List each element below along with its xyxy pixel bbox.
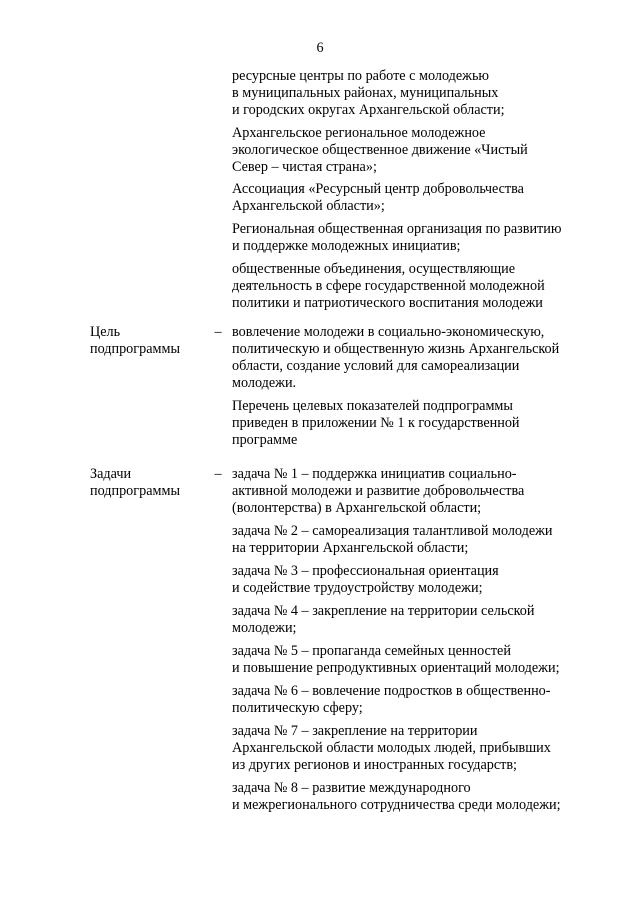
task-item: задача № 1 – поддержка инициатив социально- активной молодежи и развитие добровольчества (волонтерства) в Архангельской области; <box>232 466 525 516</box>
page-number: 6 <box>316 40 324 56</box>
task-item: задача № 8 – развитие международного и межрегионального сотрудничества среди молодежи; <box>232 780 561 813</box>
tasks-list <box>232 466 592 814</box>
tasks-dash: – <box>214 466 222 482</box>
participant-item: Архангельское региональное молодежное экологическое общественное движение «Чистый Север – чистая страна»; <box>232 125 528 175</box>
participant-item: Региональная общественная организация по развитию и поддержке молодежных инициатив; <box>232 221 562 254</box>
goal-label: Цель подпрограммы <box>90 324 180 357</box>
task-item: задача № 7 – закрепление на территории Архангельской области молодых людей, прибывших из других регионов и иностранных государств; <box>232 723 551 773</box>
task-item: задача № 3 – профессиональная ориентация и содействие трудоустройству молодежи; <box>232 563 499 596</box>
participant-item: общественные объединения, осуществляющие деятельность в сфере государственной молодежной политики и патриотического воспитания молодежи <box>232 261 545 311</box>
goal-content <box>232 324 592 449</box>
participants-list <box>232 68 592 312</box>
task-item: задача № 5 – пропаганда семейных ценностей и повышение репродуктивных ориентаций молодежи; <box>232 643 560 676</box>
goal-dash: – <box>214 324 222 340</box>
goal-indicators-note: Перечень целевых показателей подпрограммы приведен в приложении № 1 к государственной программе <box>232 398 520 448</box>
task-item: задача № 6 – вовлечение подростков в общественно- политическую сферу; <box>232 683 551 716</box>
participant-item: ресурсные центры по работе с молодежью в муниципальных районах, муниципальных и городских округах Архангельской области; <box>232 68 505 118</box>
task-item: задача № 2 – самореализация талантливой молодежи на территории Архангельской области; <box>232 523 553 556</box>
goal-paragraph: вовлечение молодежи в социально-экономическую, политическую и общественную жизнь Архангельской области, создание условий для самореализации молодежи. <box>232 324 560 391</box>
task-item: задача № 4 – закрепление на территории сельской молодежи; <box>232 603 535 636</box>
participant-item: Ассоциация «Ресурсный центр добровольчества Архангельской области»; <box>232 181 524 214</box>
tasks-label: Задачи подпрограммы <box>90 466 180 499</box>
